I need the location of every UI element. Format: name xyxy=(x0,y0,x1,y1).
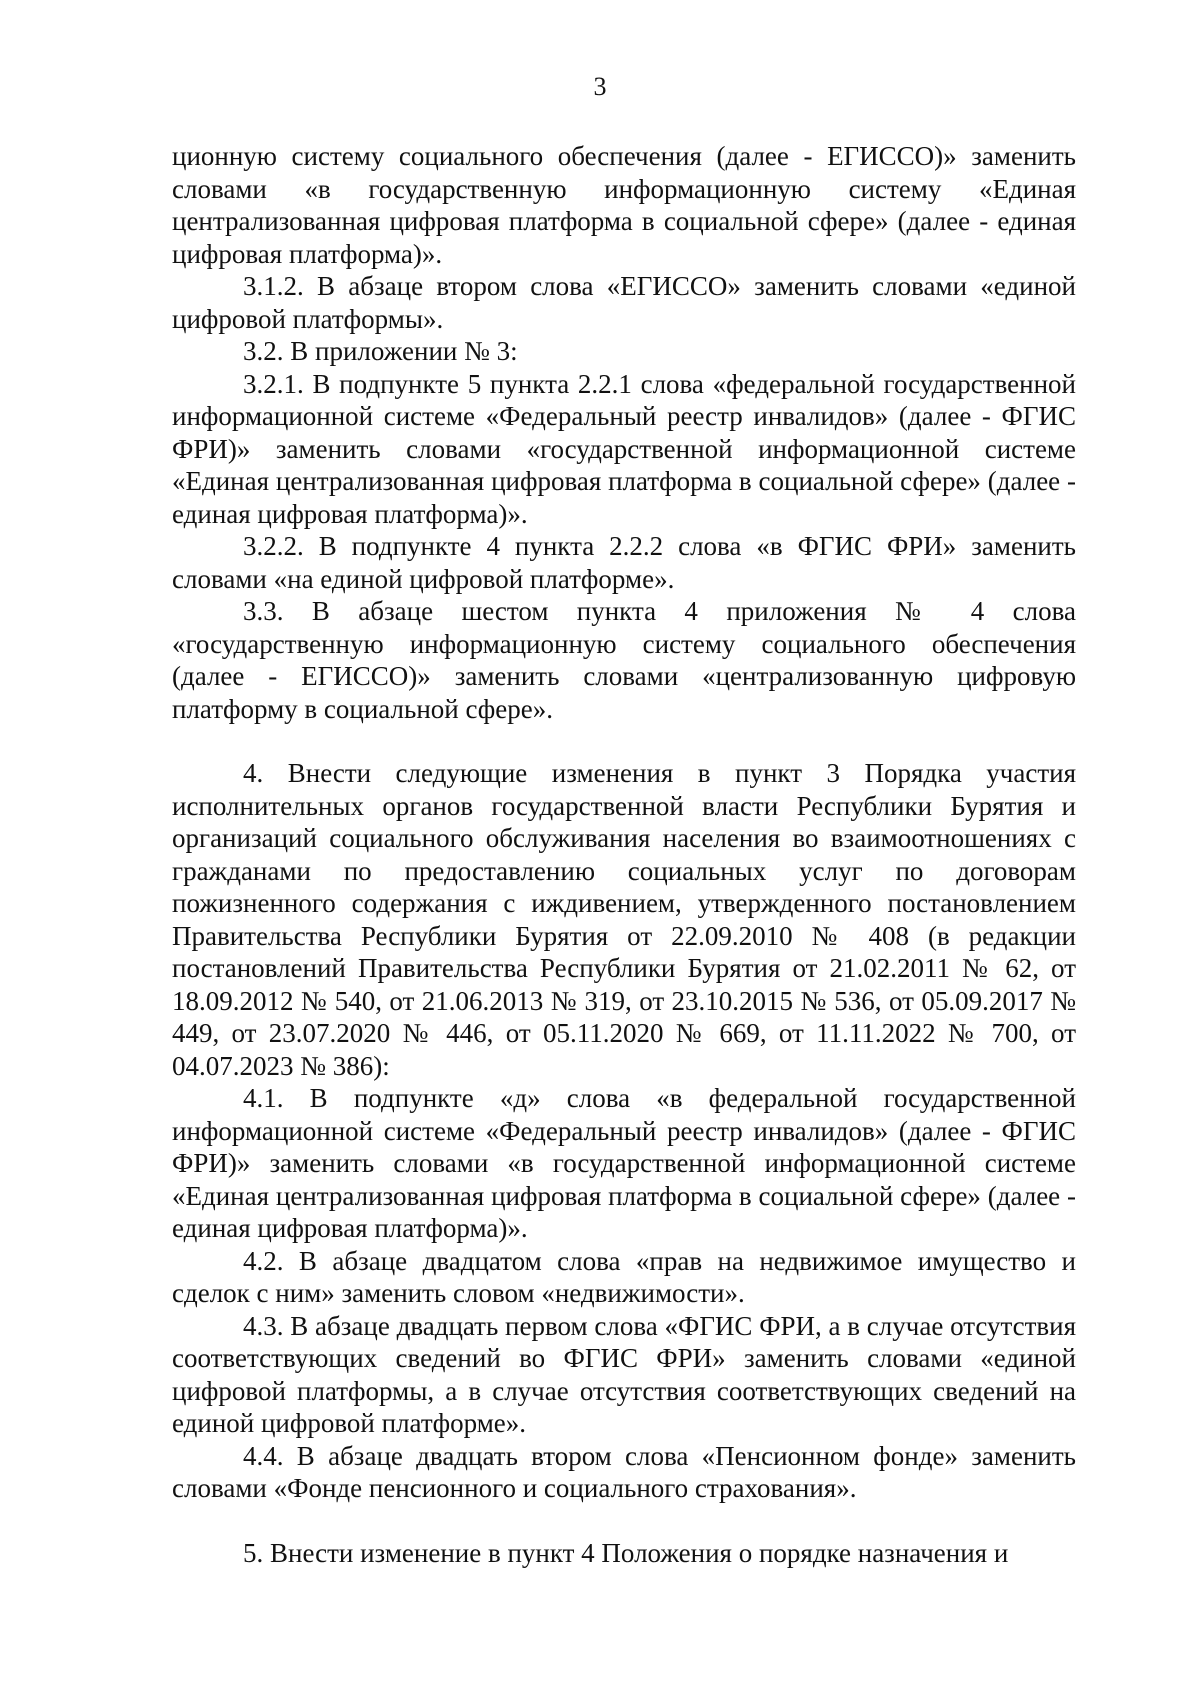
paragraph-3-2-2: 3.2.2. В подпункте 4 пункта 2.2.2 слова «в ФГИС ФРИ» заменить словами «на единой цифровой платформе». xyxy=(172,531,1076,594)
page-number: 3 xyxy=(593,72,607,101)
paragraph-3-1-2: 3.1.2. В абзаце втором слова «ЕГИССО» заменить словами «единой цифровой платформы». xyxy=(172,271,1076,334)
paragraph-4-4: 4.4. В абзаце двадцать втором слова «Пенсионном фонде» заменить словами «Фонде пенсионного и социального страхования». xyxy=(172,1440,1076,1503)
paragraph-4: 4. Внести следующие изменения в пункт 3 Порядка участия исполнительных органов государственной власти Республики Бурятия и организаций социального обслуживания населения во взаимоотношениях с гражданами по предоставлению социальных услуг по договорам пожизненного содержания с иждивением, утвержденного постановлением Правительства Республики Бурятия от 22.09.2010 № 408 (в редакции постановлений Правительства Республики Бурятия от 21.02.2011 № 62, от 18.09.2012 № 540, от 21.06.2013 № 319, от 23.10.2015 № 536, от 05.09.2017 № 449, от 23.07.2020 № 446, от 05.11.2020 № 669, от 11.11.2022 № 700, от 04.07.2023 № 386): xyxy=(172,758,1076,1081)
document-body xyxy=(172,140,1076,1569)
paragraph-3-2-1: 3.2.1. В подпункте 5 пункта 2.2.1 слова «федеральной государственной информационной системе «Федеральный реестр инвалидов» (далее - ФГИС ФРИ)» заменить словами «государственной информационной системе «Единая централизованная цифровая платформа в социальной сфере» (далее - единая цифровая платформа)». xyxy=(172,368,1076,529)
paragraph-3-2: 3.2. В приложении № 3: xyxy=(243,336,518,366)
paragraph-4-3: 4.3. В абзаце двадцать первом слова «ФГИС ФРИ, а в случае отсутствия соответствующих сведений во ФГИС ФРИ» заменить словами «единой цифровой платформы, а в случае отсутствия соответствующих сведений на единой цифровой платформе». xyxy=(172,1310,1076,1438)
paragraph-3-3: 3.3. В абзаце шестом пункта 4 приложения № 4 слова «государственную информационную систему социального обеспечения (далее - ЕГИССО)» заменить словами «централизованную цифровую платформу в социальной сфере». xyxy=(172,596,1076,724)
paragraph-4-2: 4.2. В абзаце двадцатом слова «прав на недвижимое имущество и сделок с ним» заменить словом «недвижимости». xyxy=(172,1245,1076,1308)
paragraph-4-1: 4.1. В подпункте «д» слова «в федеральной государственной информационной системе «Федеральный реестр инвалидов» (далее - ФГИС ФРИ)» заменить словами «в государственной информационной системе «Единая централизованная цифровая платформа в социальной сфере» (далее - единая цифровая платформа)». xyxy=(172,1083,1076,1243)
paragraph-continuation: ционную систему социального обеспечения (далее - ЕГИССО)» заменить словами «в государственную информационную систему «Единая централизованная цифровая платформа в социальной сфере» (далее - единая цифровая платформа)». xyxy=(172,141,1076,269)
paragraph-5: 5. Внести изменение в пункт 4 Положения о порядке назначения и xyxy=(243,1537,1009,1568)
